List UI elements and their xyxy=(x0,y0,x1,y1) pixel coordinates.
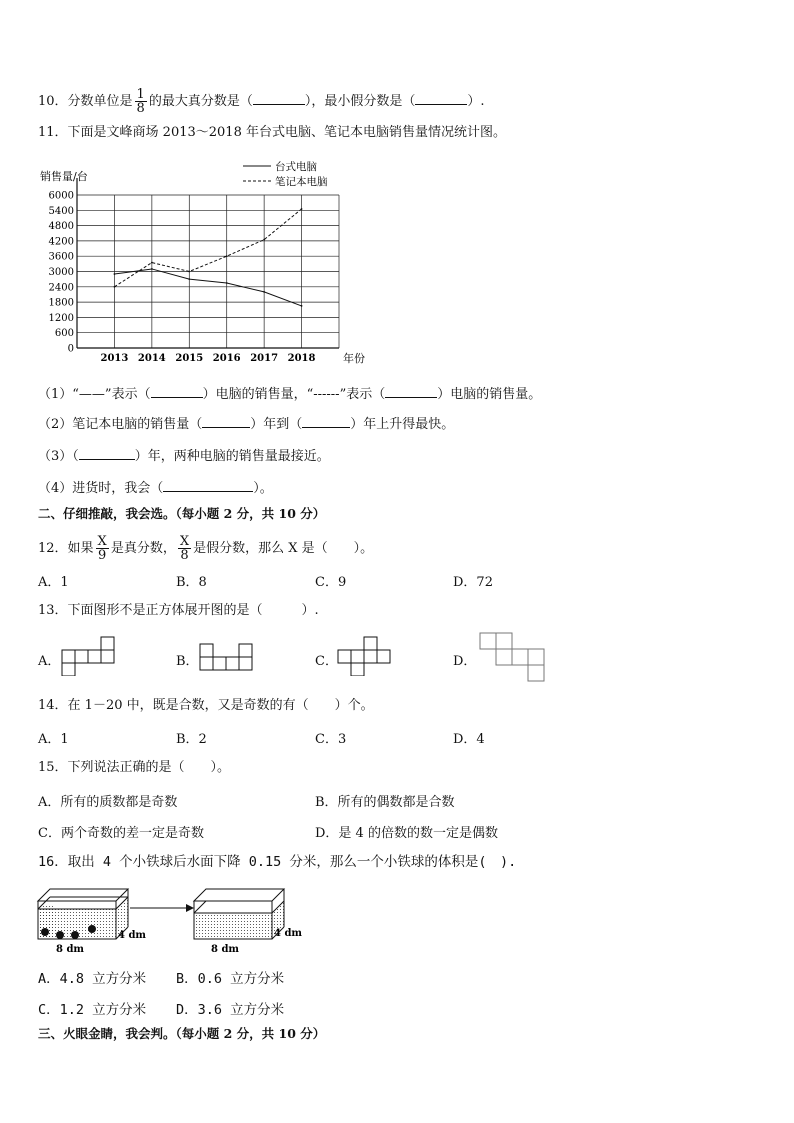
q11-1-text-c: ）电脑的销售量。 xyxy=(437,387,542,402)
fraction-denominator: 8 xyxy=(180,548,189,563)
tank-after xyxy=(194,889,284,939)
answer-blank[interactable] xyxy=(151,385,203,398)
q12-text-b: 是真分数， xyxy=(110,541,176,556)
x-tick-label: 2018 xyxy=(287,353,316,364)
question-12 xyxy=(38,535,373,562)
answer-blank[interactable] xyxy=(79,447,135,460)
data-point xyxy=(301,208,303,210)
fraction-denominator: 8 xyxy=(136,101,145,116)
q14-option-c[interactable]: C．3 xyxy=(315,732,347,747)
q15-option-c[interactable]: C．两个奇数的差一定是奇数 xyxy=(38,826,204,841)
fraction-x-over-8 xyxy=(178,535,191,562)
x-tick-label: 2015 xyxy=(175,353,204,364)
q10-text-mid2: ），最小假分数是（ xyxy=(304,94,416,109)
x-tick-label: 2013 xyxy=(100,353,129,364)
y-tick-label: 3600 xyxy=(48,251,74,263)
legend xyxy=(243,160,328,188)
q13-option-b[interactable]: B． xyxy=(176,654,199,669)
question-16: 16．取出 4 个小铁球后水面下降 0.15 分米，那么一个小铁球的体积是( ). xyxy=(38,854,517,870)
fraction-denominator: 9 xyxy=(98,548,107,563)
x-tick-label: 2014 xyxy=(137,353,166,364)
data-point xyxy=(263,239,265,241)
q10-text-end: ）. xyxy=(467,94,485,109)
q16-option-b[interactable]: B．0.6 立方分米 xyxy=(176,971,285,987)
q11-4-text-b: ）。 xyxy=(253,481,273,496)
q11-4-text-a: （4）进货时，我会（ xyxy=(38,481,164,496)
answer-blank[interactable] xyxy=(253,92,305,105)
y-tick-label: 4200 xyxy=(48,236,74,248)
question-11: 11．下面是文峰商场 2013～2018 年台式电脑、笔记本电脑销售量情况统计图。 xyxy=(38,125,506,140)
net-figure-c xyxy=(337,636,393,676)
q11-2-text-b: ）年到（ xyxy=(250,417,303,432)
data-point xyxy=(301,305,303,307)
q11-1-text-b: ）电脑的销售量，“------”表示（ xyxy=(202,387,386,402)
q13-option-c[interactable]: C． xyxy=(315,654,338,669)
data-point xyxy=(114,286,116,288)
section-2-heading: 二、仔细推敲，我会选。（每小题 2 分，共 10 分） xyxy=(38,506,326,521)
question-15: 15．下列说法正确的是（ ）。 xyxy=(38,760,231,775)
q12-option-b[interactable]: B．8 xyxy=(176,575,207,590)
question-13: 13．下面图形不是正方体展开图的是（ ）. xyxy=(38,603,319,618)
q11-3-text-a: （3）（ xyxy=(38,449,79,464)
y-tick-label: 4800 xyxy=(48,221,74,233)
question-11-part-2 xyxy=(38,415,454,434)
answer-blank[interactable] xyxy=(202,415,250,428)
q12-option-c[interactable]: C．9 xyxy=(315,575,347,590)
tank-diagram xyxy=(30,881,320,956)
x-tick-label: 2016 xyxy=(212,353,241,364)
y-tick-label: 2400 xyxy=(48,282,74,294)
net-figure-b xyxy=(199,643,255,673)
q14-option-a[interactable]: A．1 xyxy=(38,732,69,747)
data-point xyxy=(188,278,190,280)
fraction-one-eighth xyxy=(135,88,147,115)
question-14: 14．在 1－20 中，既是合数，又是奇数的有（ ）个。 xyxy=(38,698,374,713)
series-line-laptop xyxy=(114,209,301,287)
data-point xyxy=(226,282,228,284)
answer-blank[interactable] xyxy=(302,415,350,428)
q12-text-a: 12．如果 xyxy=(38,541,94,556)
q14-option-b[interactable]: B．2 xyxy=(176,732,207,747)
y-tick-label: 0 xyxy=(67,343,74,355)
y-tick-label: 1200 xyxy=(48,312,74,324)
data-point xyxy=(188,271,190,273)
question-11-part-4 xyxy=(38,479,273,498)
q11-2-text-c: ）年上升得最快。 xyxy=(350,417,455,432)
q16-option-a[interactable]: A．4.8 立方分米 xyxy=(38,971,147,987)
series-line-desktop xyxy=(114,269,301,306)
y-tick-label: 600 xyxy=(54,328,74,340)
q10-prefix: 10．分数单位是 xyxy=(38,94,133,109)
y-tick-labels xyxy=(49,191,74,355)
net-figure-d xyxy=(479,632,549,684)
q12-text-c: 是假分数，那么 X 是（ ）。 xyxy=(193,541,374,556)
y-tick-label: 6000 xyxy=(48,190,74,202)
y-axis-label: 销售量/台 xyxy=(40,170,88,183)
q15-option-d[interactable]: D．是 4 的倍数的数一定是偶数 xyxy=(315,826,498,841)
data-point xyxy=(226,255,228,257)
data-point xyxy=(263,291,265,293)
answer-blank[interactable] xyxy=(385,385,437,398)
dim-width-left: 8 dm xyxy=(56,944,85,955)
answer-blank[interactable] xyxy=(163,479,253,492)
q11-1-text-a: （1）“——”表示（ xyxy=(38,387,151,402)
data-point xyxy=(151,262,153,264)
q15-option-b[interactable]: B．所有的偶数都是合数 xyxy=(315,795,455,810)
tank-before xyxy=(38,889,128,939)
q13-option-d[interactable]: D． xyxy=(453,654,477,669)
fraction-numerator: X xyxy=(179,534,190,549)
series-lines xyxy=(114,208,303,307)
x-tick-labels xyxy=(101,353,316,364)
question-10 xyxy=(38,88,485,115)
y-tick-label: 3000 xyxy=(48,267,74,278)
q11-3-text-b: ）年，两种电脑的销售量最接近。 xyxy=(134,449,330,464)
q12-option-d[interactable]: D．72 xyxy=(453,575,493,590)
data-point xyxy=(151,268,153,270)
q11-2-text-a: （2）笔记本电脑的销售量（ xyxy=(38,417,203,432)
q16-option-d[interactable]: D．3.6 立方分米 xyxy=(176,1002,285,1018)
chart-grid xyxy=(77,178,339,348)
legend-label-laptop: 笔记本电脑 xyxy=(275,176,328,188)
y-tick-label: 1800 xyxy=(48,297,74,309)
q14-option-d[interactable]: D．4 xyxy=(453,732,485,747)
dim-height-left: 4 dm xyxy=(118,930,147,941)
question-11-part-3 xyxy=(38,447,330,466)
section-3-heading: 三、火眼金睛，我会判。（每小题 2 分，共 10 分） xyxy=(38,1026,326,1041)
q12-option-a[interactable]: A．1 xyxy=(38,575,69,590)
fraction-numerator: 1 xyxy=(136,87,145,102)
question-11-part-1 xyxy=(38,385,541,404)
dim-width-right: 8 dm xyxy=(211,944,240,955)
y-tick-label: 5400 xyxy=(48,205,74,217)
sales-line-chart xyxy=(36,158,396,368)
x-tick-label: 2017 xyxy=(250,353,279,364)
x-axis-label: 年份 xyxy=(343,352,365,365)
arrow-icon xyxy=(130,904,194,912)
dim-height-right: 4 dm xyxy=(274,928,303,939)
answer-blank[interactable] xyxy=(415,92,467,105)
q15-option-a[interactable]: A．所有的质数都是奇数 xyxy=(38,795,178,810)
net-figure-a xyxy=(61,636,117,676)
fraction-numerator: X xyxy=(97,534,107,549)
data-point xyxy=(114,273,116,275)
q16-option-c[interactable]: C．1.2 立方分米 xyxy=(38,1002,147,1018)
q13-option-a[interactable]: A． xyxy=(38,654,61,669)
q10-text-mid: 的最大真分数是（ xyxy=(148,94,253,109)
legend-label-desktop: 台式电脑 xyxy=(275,161,317,173)
fraction-x-over-9 xyxy=(96,535,109,562)
